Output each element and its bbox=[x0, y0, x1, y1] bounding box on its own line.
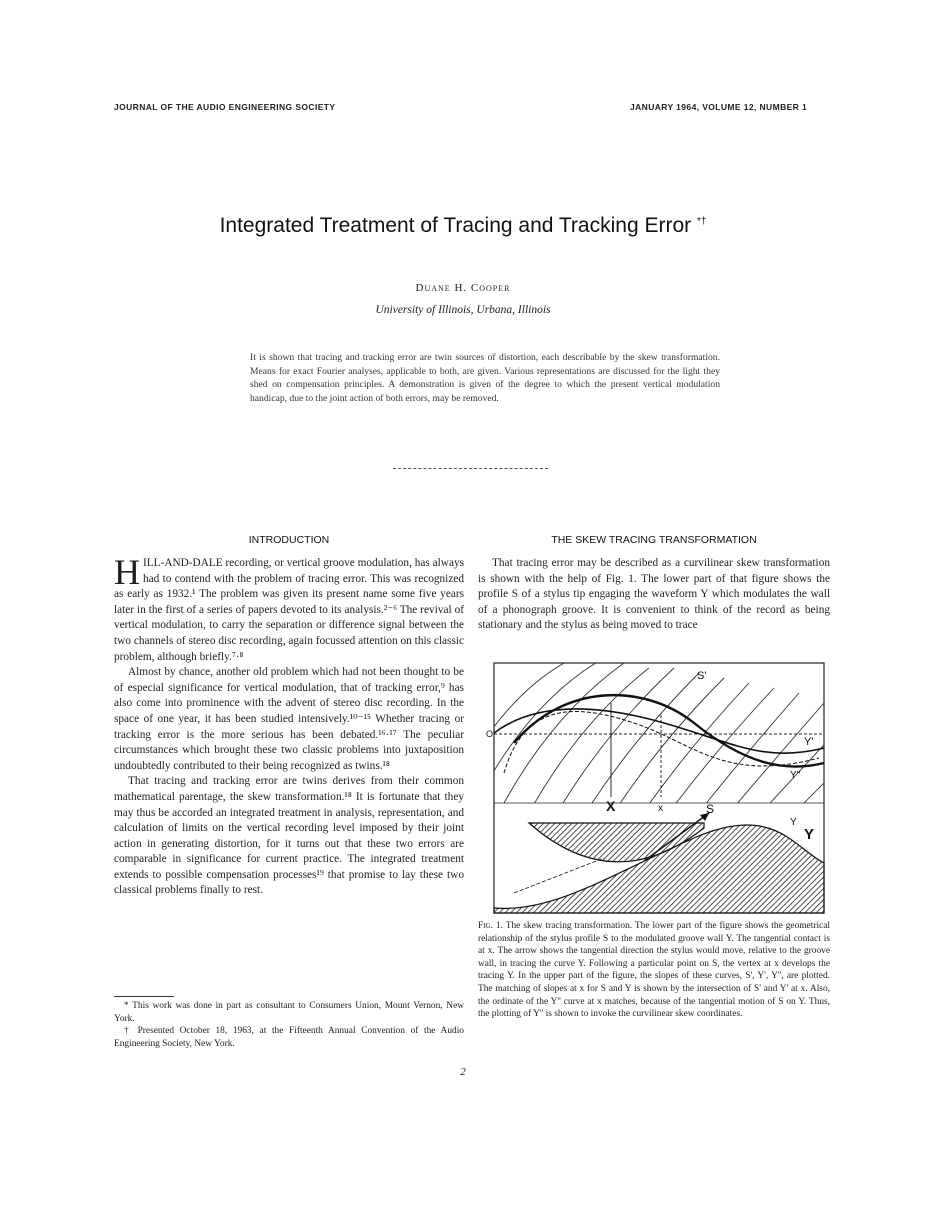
intro-paragraph-1 bbox=[114, 552, 464, 665]
label-origin: O bbox=[486, 729, 494, 739]
label-s-prime: S' bbox=[697, 670, 707, 682]
drop-cap: H bbox=[114, 552, 140, 592]
label-y-double-prime: Y'' bbox=[790, 770, 801, 781]
footnote-rule bbox=[114, 996, 174, 997]
paper-title-text: Integrated Treatment of Tracing and Tracking Error bbox=[219, 214, 692, 237]
section-divider bbox=[393, 468, 548, 469]
label-y-small: Y bbox=[790, 817, 797, 828]
label-y-prime: Y' bbox=[804, 736, 814, 748]
skew-paragraph-1: That tracing error may be described as a curvilinear skew transformation is shown with the help of Fig. 1. The lower part of that figure shows the profile S of a stylus tip engaging the waveform Y which modulates the wall of a phonograph groove. It is convenient to think of the record as being stationary and the stylus as being moved to trace bbox=[478, 557, 830, 632]
footnotes bbox=[114, 1000, 464, 1050]
skew-section-body bbox=[478, 556, 830, 634]
caption-label: Fig. 1. bbox=[478, 921, 503, 931]
paper-title bbox=[0, 214, 926, 238]
label-s: S bbox=[706, 802, 715, 816]
intro-paragraph-1-text: ILL-AND-DALE recording, or vertical groove modulation, has always had to contend with the problem of tracing error. This was recognized as early as 1932.¹ The problem was given its present name some five years later in the first of a series of papers devoted to its analysis.²⁻⁶ The revival of vertical modulation, to carry the separation or difference signal between the two channels of stereo disc recording, again focussed attention on this classic problem, although briefly.⁷·⁸ bbox=[114, 557, 464, 663]
caption-text: The skew tracing transformation. The lower part of the figure shows the geometrical relationship of the stylus profile S to the modulated groove wall Y. The tangential contact is at x. The arrow shows the tangential direction the stylus would move, relative to the groove wall, in tracing the curve Y. Following a particular point on S, the vertex at x develops the tracing Y. In the upper part of the figure, the slopes of these curves, S', Y', Y'', are plotted. The matching of slopes at x for S and Y is shown by the intersection of S' and Y' at x. Also, the ordinate of the Y'' curve at x matches, because of the tangential motion of S on Y. Thus, the plotting of Y'' is shown to invoke the curvilinear skew coordinates. bbox=[478, 921, 830, 1020]
skew-section-heading: THE SKEW TRACING TRANSFORMATION bbox=[551, 534, 757, 546]
footnote-1: * This work was done in part as consultant to Consumers Union, Mount Vernon, New York. bbox=[114, 1001, 464, 1024]
footnote-2: † Presented October 18, 1963, at the Fifteenth Annual Convention of the Audio Engineering Society, New York. bbox=[114, 1026, 464, 1049]
introduction-heading: INTRODUCTION bbox=[248, 534, 330, 546]
label-big-x: X bbox=[606, 798, 616, 814]
introduction-body bbox=[114, 552, 464, 899]
intro-paragraph-2: Almost by chance, another old problem which had not been thought to be of especial significance for vertical modulation, that of tracking error,⁹ has also come into prominence with the advent of stereo disc recording. In the space of one year, it has been studied intensively.¹⁰⁻¹⁵ Whether tracing or tracking error is the more serious has been debated.¹⁶·¹⁷ The peculiar circumstances which brought these two classic problems into juxtaposition undoubtedly contributed to their being recognized as twins.¹⁸ bbox=[114, 666, 464, 772]
figure-1-caption bbox=[478, 920, 830, 1021]
author-affiliation: University of Illinois, Urbana, Illinois bbox=[375, 304, 551, 316]
page-number: 2 bbox=[460, 1066, 466, 1078]
title-footnote-marks: *† bbox=[696, 216, 707, 227]
figure-1-skew-tracing-diagram bbox=[486, 663, 824, 913]
running-header-journal: JOURNAL OF THE AUDIO ENGINEERING SOCIETY bbox=[114, 102, 336, 112]
label-y-big: Y bbox=[804, 826, 815, 843]
label-small-x: x bbox=[658, 803, 663, 814]
running-header-issue: JANUARY 1964, VOLUME 12, NUMBER 1 bbox=[630, 102, 808, 112]
intro-paragraph-3: That tracing and tracking error are twins derives from their common mathematical parentage, the skew transformation.¹⁸ It is fortunate that they may thus be accorded an integrated treatment in analysis, representation, and calculation of limits on the vertical recording level imposed by their joint action in generating distortion, for it turns out that these two errors are comparable in significance for current practice. The integrated treatment extends to possible compensation processes¹⁹ that promise to lay these two classical problems finally to rest. bbox=[114, 775, 464, 897]
abstract: It is shown that tracing and tracking error are twin sources of distortion, each describable by the skew transformation. Means for exact Fourier analyses, applicable to both, are given. Various representations are discussed for the light they shed on compensation principles. A demonstration is given of the degree to which the present vertical modulation handicap, due to the joint action of both errors, may be removed. bbox=[250, 352, 720, 404]
author-name: Duane H. Cooper bbox=[415, 282, 511, 294]
